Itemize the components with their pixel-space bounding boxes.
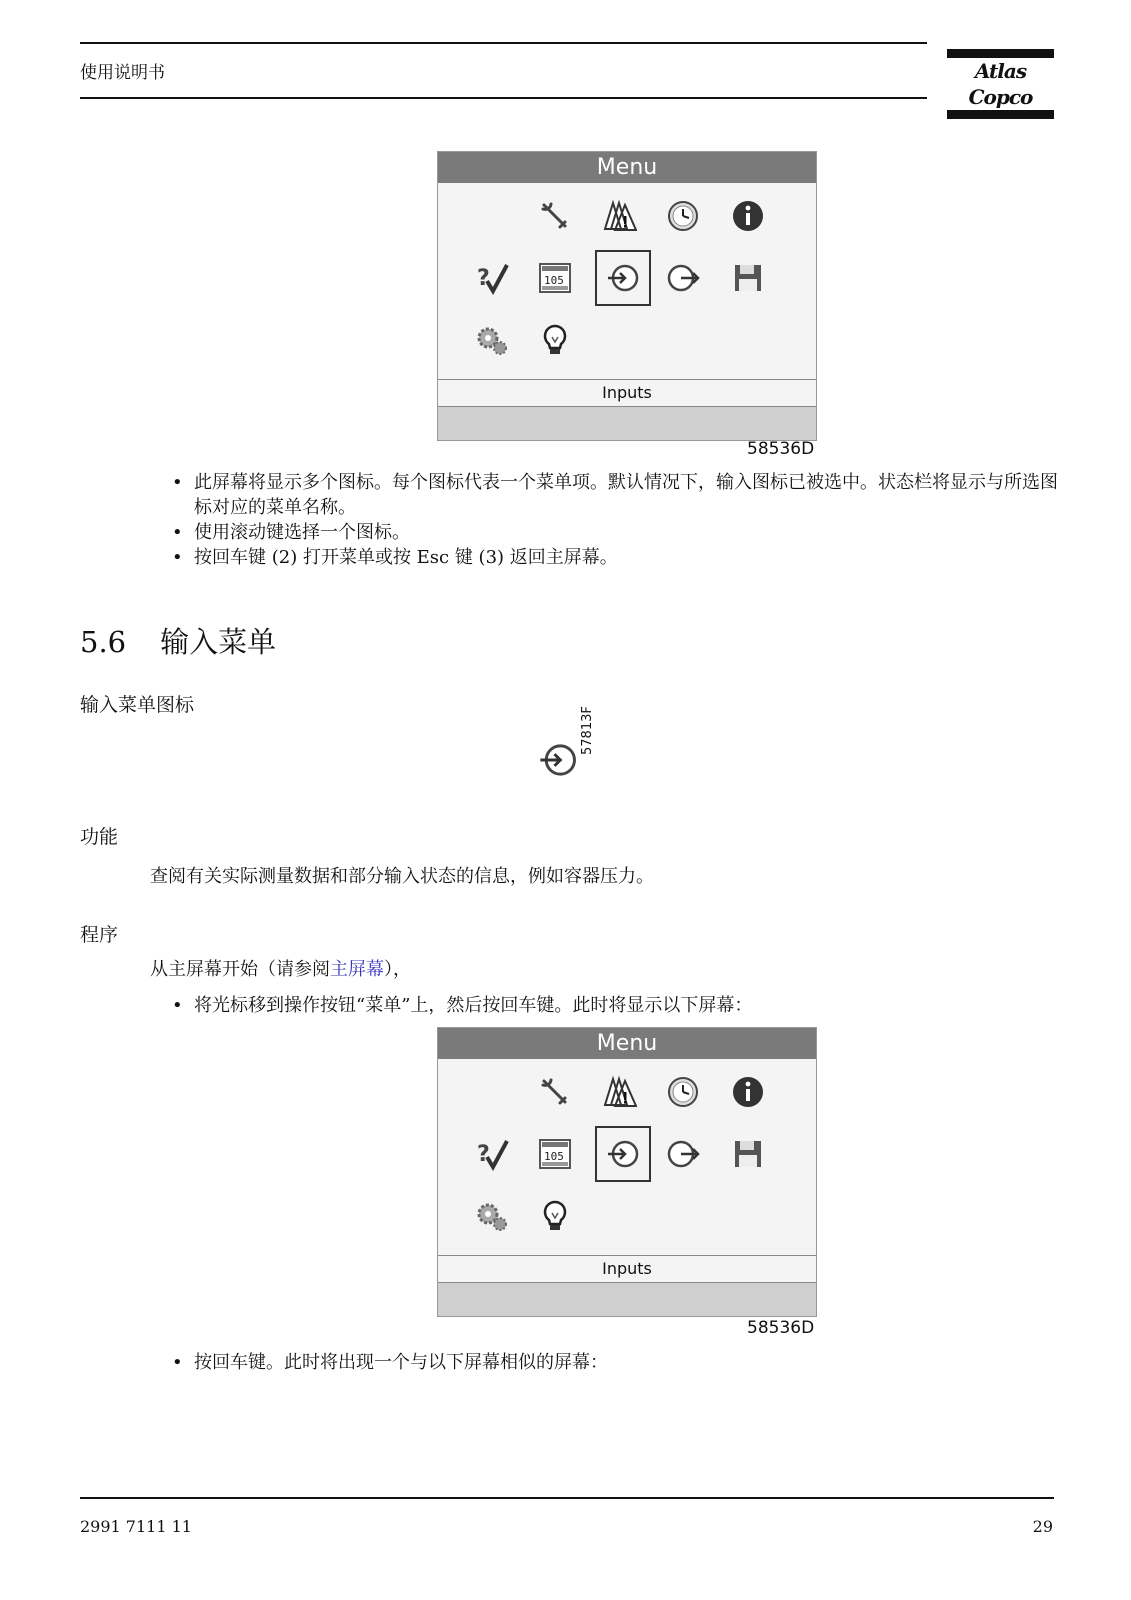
info-icon (731, 1075, 765, 1109)
header-title: 使用说明书 (80, 63, 165, 83)
menu-icon-grid (438, 1059, 816, 1255)
lightbulb-icon (538, 323, 572, 357)
save-icon (731, 1137, 765, 1171)
header-bottom-rule (80, 97, 927, 99)
lightbulb-icon (538, 1199, 572, 1233)
icon-heading: 输入菜单图标 (80, 694, 195, 716)
menu-status-bar: Inputs (438, 379, 816, 407)
clock-icon (666, 1075, 700, 1109)
footer-rule (80, 1497, 1054, 1499)
menu-status-bar: Inputs (438, 1255, 816, 1283)
outputs-icon (666, 1137, 700, 1171)
menu-screen-title: Menu (438, 152, 816, 183)
page-number: 29 (1032, 1517, 1053, 1536)
section-heading (80, 620, 276, 661)
list-item: • 使用滚动键选择一个图标。 (172, 520, 1058, 545)
menu-footer-bar (438, 1283, 816, 1316)
save-icon (731, 261, 765, 295)
outputs-icon (666, 261, 700, 295)
inputs-icon (606, 1137, 640, 1171)
menu-screen-figure-2 (437, 1027, 817, 1317)
figure-id: 58536D (747, 1318, 815, 1338)
counter-icon (538, 1137, 572, 1171)
section-number: 5.6 (80, 625, 127, 659)
function-heading: 功能 (80, 826, 119, 848)
wrench-icon (538, 1075, 572, 1109)
inputs-icon (538, 740, 578, 780)
procedure-intro: 从主屏幕开始（请参阅主屏幕）， (150, 959, 411, 980)
info-icon (731, 199, 765, 233)
menu-footer-bar (438, 407, 816, 440)
settings-gear-icon (475, 323, 509, 357)
doc-number: 2991 7111 11 (80, 1517, 192, 1536)
counter-icon (538, 261, 572, 295)
header-top-rule (80, 42, 927, 44)
inputs-icon (606, 261, 640, 295)
warning-triangles-icon (603, 199, 637, 233)
atlas-copco-logo: Atlas Copco (947, 49, 1054, 119)
list-item: • 按回车键。此时将出现一个与以下屏幕相似的屏幕： (172, 1350, 1052, 1375)
procedure-step-2 (172, 1350, 1052, 1375)
icon-figure-id: 57813F (580, 706, 595, 755)
section-title: 输入菜单 (160, 625, 277, 659)
wrench-icon (538, 199, 572, 233)
settings-gear-icon (475, 1199, 509, 1233)
function-text: 查阅有关实际测量数据和部分输入状态的信息，例如容器压力。 (150, 866, 654, 887)
menu-screen-title: Menu (438, 1028, 816, 1059)
clock-icon (666, 199, 700, 233)
menu-screen-figure (437, 151, 817, 441)
list-item: • 按回车键 (2) 打开菜单或按 Esc 键 (3) 返回主屏幕。 (172, 545, 1058, 570)
bullet-list-1 (172, 470, 1058, 570)
list-item: • 此屏幕将显示多个图标。每个图标代表一个菜单项。默认情况下，输入图标已被选中。状态栏将显示与所选图标对应的菜单名称。 (172, 470, 1058, 520)
warning-triangles-icon (603, 1075, 637, 1109)
menu-icon-grid (438, 183, 816, 379)
procedure-step-1 (172, 993, 1052, 1018)
service-check-icon (475, 261, 509, 295)
procedure-heading: 程序 (80, 924, 119, 946)
service-check-icon (475, 1137, 509, 1171)
list-item: • 将光标移到操作按钮“菜单”上，然后按回车键。此时将显示以下屏幕： (172, 993, 1052, 1018)
main-screen-link[interactable]: 主屏幕 (330, 959, 384, 980)
figure-id: 58536D (747, 439, 815, 459)
